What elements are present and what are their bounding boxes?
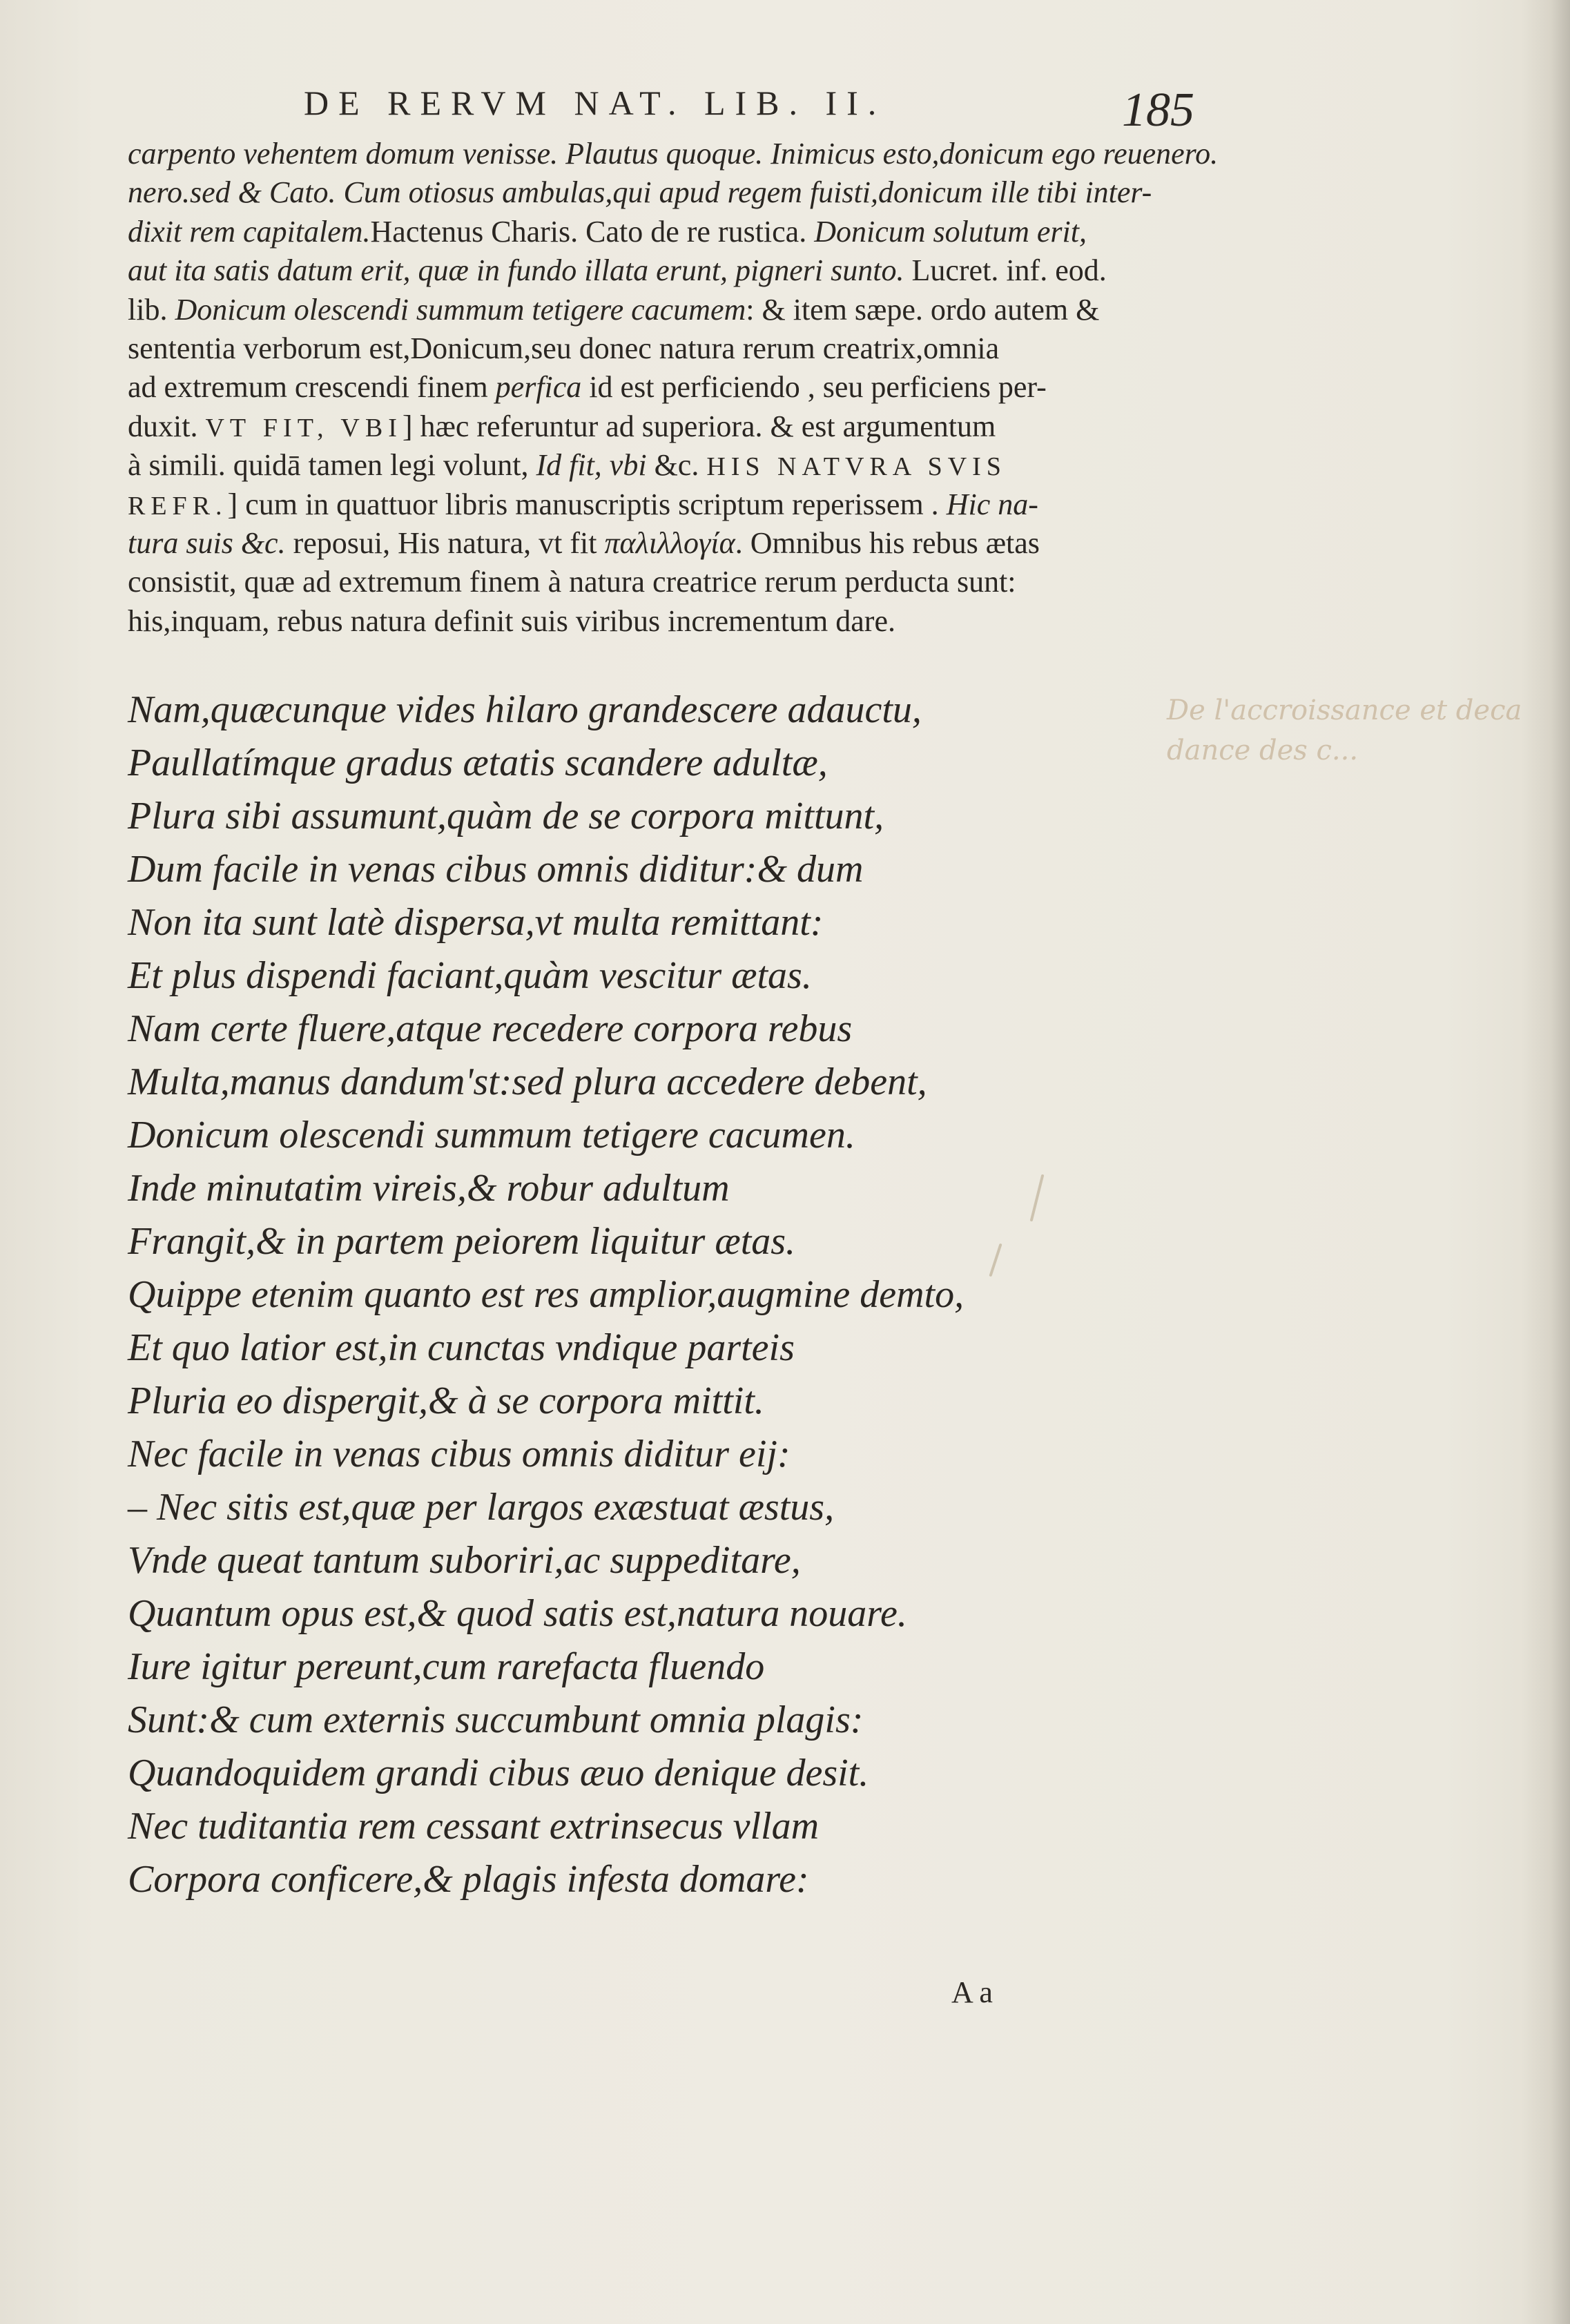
commentary-text: Hic na- [946, 487, 1038, 521]
commentary-text: dixit rem capitalem. [128, 214, 371, 249]
verse-line: Pluria eo dispergit,& à se corpora mittit. [128, 1379, 764, 1422]
commentary-text: duxit. [128, 409, 206, 443]
verse-line: Et quo latior est,in cunctas vndique parteis [128, 1326, 795, 1369]
commentary-line [128, 329, 1191, 368]
commentary-line [128, 602, 1191, 641]
page-edge-shadow [1522, 0, 1570, 2324]
verse-line: Quandoquidem grandi cibus æuo denique desit. [128, 1752, 869, 1794]
commentary-text: HIS NATVRA SVIS [706, 452, 1007, 482]
verse-line: Inde minutatim vireis,& robur adultum [128, 1167, 730, 1210]
commentary-line [128, 213, 1191, 251]
verse-line: Frangit,& in partem peiorem liquitur ætas. [128, 1220, 796, 1263]
commentary-text: REFR. [128, 491, 228, 521]
verse-line: Plura sibi assumunt,quàm de se corpora mittunt, [128, 795, 884, 837]
commentary-text: Donicum olescendi summum tetigere cacumem [175, 292, 746, 327]
verse-line: Paullatímque gradus ætatis scandere adultæ, [128, 742, 828, 784]
commentary-text: consistit, quæ ad extremum finem à natura creatrice rerum perducta sunt: [128, 565, 1016, 599]
commentary-line [128, 251, 1191, 290]
commentary-text: ] hæc referuntur ad superiora. & est argumentum [402, 409, 996, 443]
verse-line: Nec facile in venas cibus omnis diditur eij: [128, 1433, 791, 1475]
verse-line: Sunt:& cum externis succumbunt omnia plagis: [128, 1698, 864, 1741]
commentary-text: . Omnibus his rebus ætas [735, 525, 1040, 560]
commentary-line [128, 173, 1191, 212]
verse-line: Corpora conficere,& plagis infesta domare: [128, 1858, 809, 1901]
verse-line: Multa,manus dandum'st:sed plura accedere debent, [128, 1061, 927, 1103]
commentary-text: sententia verborum est,Donicum,seu donec natura rerum creatrix,omnia [128, 331, 1000, 365]
commentary-text: perfica [495, 370, 582, 405]
commentary-text: VT FIT, VBI [205, 413, 403, 443]
signature-mark: A a [951, 1975, 993, 2009]
commentary-text: carpento vehentem domum venisse. Plautus quoque. Inimicus esto,donicum ego reuenero. [128, 137, 1219, 171]
verse-line: Donicum olescendi summum tetigere cacumen. [128, 1114, 855, 1156]
commentary-line [128, 135, 1219, 173]
commentary-block [128, 135, 1219, 641]
verse-line: – Nec sitis est,quæ per largos exæstuat æstus, [128, 1486, 835, 1529]
commentary-text: lib. [128, 292, 175, 327]
commentary-text: Lucret. inf. eod. [904, 253, 1107, 288]
commentary-line [128, 368, 1191, 407]
commentary-line [128, 446, 1191, 485]
page-number: 185 [1122, 84, 1194, 137]
running-head: DE RERVM NAT. LIB. II. [304, 84, 886, 122]
verse-line: Nam,quæcunque vides hilaro grandescere adauctu, [128, 688, 922, 731]
commentary-line [128, 524, 1191, 563]
commentary-text: Hactenus Charis. Cato de re rustica. [370, 214, 815, 249]
commentary-line [128, 407, 1191, 446]
commentary-text: nero.sed & Cato. Cum otiosus ambulas,qui apud regem fuisti,donicum ille tibi inter- [128, 175, 1152, 210]
commentary-text: : & item sæpe. ordo autem & [746, 292, 1100, 327]
commentary-text: ] cum in quattuor libris manuscriptis scriptum reperissem . [227, 487, 947, 521]
commentary-text: aut ita satis datum erit, quæ in fundo illata erunt, pigneri sunto. [128, 253, 904, 288]
commentary-text: παλιλλογία [604, 525, 735, 560]
commentary-text: id est perficiendo , seu perficiens per- [581, 370, 1047, 405]
commentary-text: reposui, His natura, vt fit [285, 525, 605, 560]
verse-line: Et plus dispendi faciant,quàm vescitur ætas. [128, 954, 812, 997]
commentary-line [128, 485, 1191, 524]
handwritten-margin-note [1167, 690, 1522, 787]
commentary-line [128, 563, 1191, 601]
commentary-text: tura suis &c. [128, 525, 286, 560]
verse-line: Dum facile in venas cibus omnis diditur:& dum [128, 848, 864, 891]
commentary-text: Id fit, vbi [536, 448, 647, 483]
verse-block [128, 684, 1094, 1906]
verse-line: Quippe etenim quanto est res amplior,augmine demto, [128, 1273, 965, 1316]
commentary-text: his,inquam, rebus natura definit suis viribus incrementum dare. [128, 603, 895, 638]
verse-line: Nam certe fluere,atque recedere corpora rebus [128, 1007, 853, 1050]
verse-line: Non ita sunt latè dispersa,vt multa remittant: [128, 901, 824, 944]
commentary-text: &c. [646, 448, 707, 483]
margin-note-line: De l'accroissance et deca [1167, 695, 1522, 726]
commentary-text: à simili. quidā tamen legi volunt, [128, 448, 536, 483]
commentary-text: ad extremum crescendi finem [128, 370, 496, 405]
margin-note-line: dance des c... [1167, 735, 1359, 766]
verse-line: Nec tuditantia rem cessant extrinsecus vllam [128, 1805, 820, 1848]
verse-line: Quantum opus est,& quod satis est,natura nouare. [128, 1592, 907, 1635]
commentary-line [128, 291, 1191, 329]
verse-line: Iure igitur pereunt,cum rarefacta fluendo [128, 1645, 765, 1688]
verse-line: Vnde queat tantum suboriri,ac suppeditare, [128, 1539, 801, 1582]
commentary-text: Donicum solutum erit, [814, 214, 1087, 249]
